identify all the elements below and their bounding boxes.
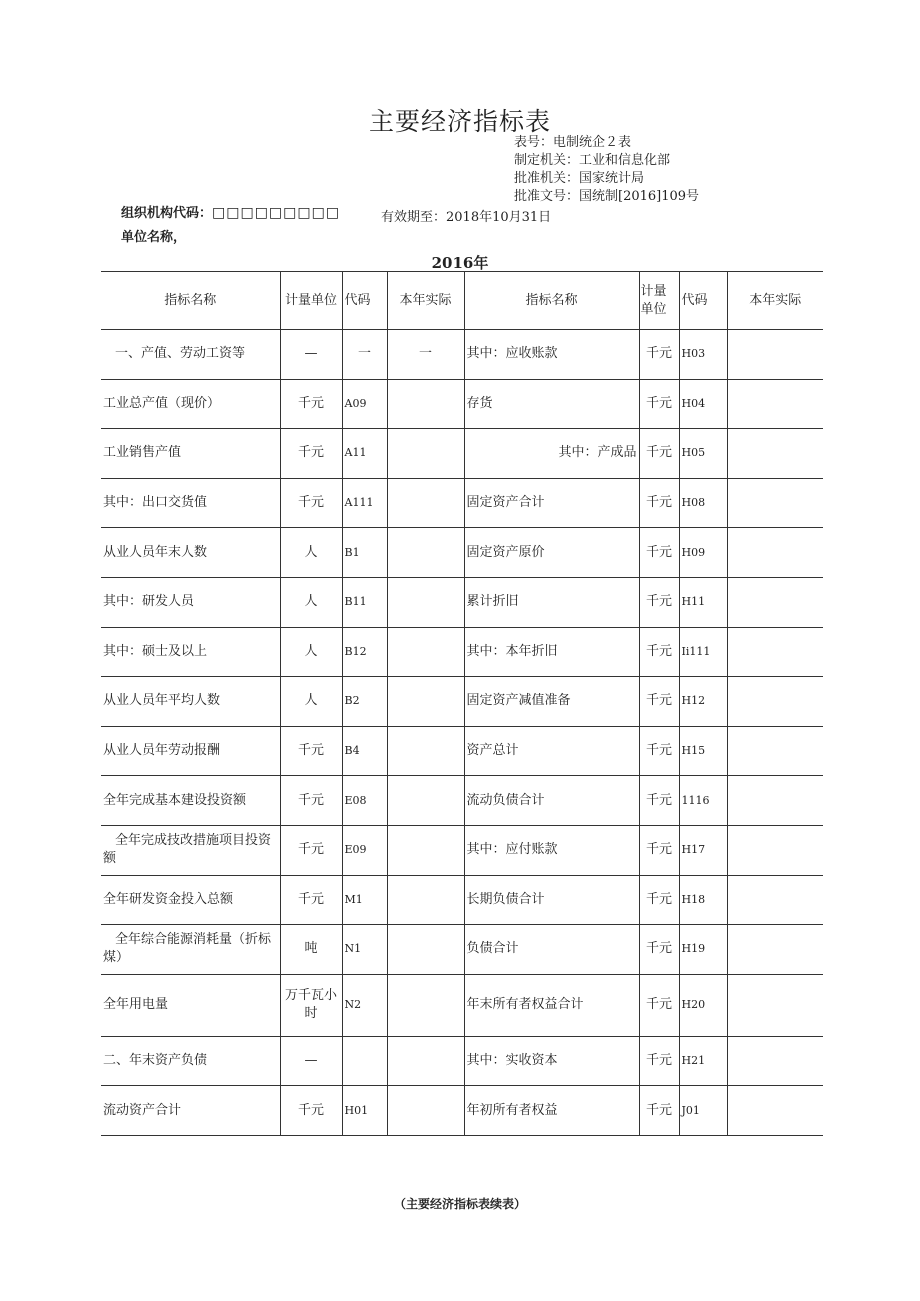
right-code: H05 bbox=[679, 429, 727, 479]
left-indicator-name: 二、年末资产负债 bbox=[101, 1036, 280, 1086]
left-code bbox=[342, 1036, 387, 1086]
right-indicator-name: 其中：本年折旧 bbox=[464, 627, 639, 677]
left-unit: 千元 bbox=[280, 875, 342, 925]
table-row bbox=[101, 1086, 823, 1136]
right-unit: 千元 bbox=[639, 875, 679, 925]
left-unit: 千元 bbox=[280, 825, 342, 875]
right-indicator-name: 其中：产成品 bbox=[464, 429, 639, 479]
right-code: H15 bbox=[679, 726, 727, 776]
right-code: H21 bbox=[679, 1036, 727, 1086]
right-unit: 千元 bbox=[639, 726, 679, 776]
left-indicator-name: 从业人员年平均人数 bbox=[101, 677, 280, 727]
right-unit: 千元 bbox=[639, 627, 679, 677]
table-row bbox=[101, 528, 823, 578]
header-unit: 计量单位 bbox=[280, 272, 342, 330]
left-indicator-name: 全年完成基本建设投资额 bbox=[101, 776, 280, 826]
left-indicator-name: 其中：硕士及以上 bbox=[101, 627, 280, 677]
right-indicator-name: 长期负债合计 bbox=[464, 875, 639, 925]
right-unit: 千元 bbox=[639, 528, 679, 578]
right-unit: 千元 bbox=[639, 677, 679, 727]
right-unit: 千元 bbox=[639, 577, 679, 627]
table-row bbox=[101, 825, 823, 875]
left-actual-value[interactable] bbox=[387, 677, 464, 727]
right-indicator-name: 固定资产减值准备 bbox=[464, 677, 639, 727]
left-actual-value[interactable]: 一 bbox=[387, 330, 464, 380]
right-code: Ii111 bbox=[679, 627, 727, 677]
right-unit: 千元 bbox=[639, 925, 679, 975]
right-indicator-name: 资产总计 bbox=[464, 726, 639, 776]
right-indicator-name: 年末所有者权益合计 bbox=[464, 974, 639, 1036]
form-meta bbox=[514, 134, 699, 206]
left-code: B1 bbox=[342, 528, 387, 578]
table-row bbox=[101, 925, 823, 975]
right-actual-value[interactable] bbox=[727, 875, 823, 925]
left-actual-value[interactable] bbox=[387, 776, 464, 826]
left-actual-value[interactable] bbox=[387, 528, 464, 578]
right-indicator-name: 其中：应收账款 bbox=[464, 330, 639, 380]
left-code: N2 bbox=[342, 974, 387, 1036]
table-row bbox=[101, 776, 823, 826]
right-actual-value[interactable] bbox=[727, 627, 823, 677]
valid-until: 有效期至：2018年10月31日 bbox=[381, 210, 552, 225]
right-indicator-name: 固定资产合计 bbox=[464, 478, 639, 528]
right-unit: 千元 bbox=[639, 379, 679, 429]
right-unit: 千元 bbox=[639, 825, 679, 875]
right-actual-value[interactable] bbox=[727, 974, 823, 1036]
left-unit: — bbox=[280, 1036, 342, 1086]
left-unit: 千元 bbox=[280, 1086, 342, 1136]
left-indicator-name: 全年综合能源消耗量（折标煤） bbox=[101, 925, 280, 975]
right-indicator-name: 年初所有者权益 bbox=[464, 1086, 639, 1136]
right-actual-value[interactable] bbox=[727, 776, 823, 826]
left-actual-value[interactable] bbox=[387, 627, 464, 677]
right-code: H12 bbox=[679, 677, 727, 727]
indicator-table bbox=[101, 271, 823, 1136]
header-indicator-name-2: 指标名称 bbox=[464, 272, 639, 330]
table-header-row bbox=[101, 272, 823, 330]
right-actual-value[interactable] bbox=[727, 330, 823, 380]
right-code: 1116 bbox=[679, 776, 727, 826]
form-number: 表号：电制统企２表 bbox=[514, 135, 632, 150]
right-code: H11 bbox=[679, 577, 727, 627]
left-unit: 千元 bbox=[280, 726, 342, 776]
right-indicator-name: 存货 bbox=[464, 379, 639, 429]
left-actual-value[interactable] bbox=[387, 726, 464, 776]
left-indicator-name: 其中：研发人员 bbox=[101, 577, 280, 627]
right-unit: 千元 bbox=[639, 776, 679, 826]
right-unit: 千元 bbox=[639, 429, 679, 479]
right-unit: 千元 bbox=[639, 1036, 679, 1086]
approving-agency: 批准机关：国家统计局 bbox=[514, 171, 645, 186]
right-actual-value[interactable] bbox=[727, 1086, 823, 1136]
continuation-note: （主要经济指标表续表） bbox=[393, 1197, 526, 1211]
header-actual: 本年实际 bbox=[387, 272, 464, 330]
left-indicator-name: 全年用电量 bbox=[101, 974, 280, 1036]
right-code: H09 bbox=[679, 528, 727, 578]
left-code: A11 bbox=[342, 429, 387, 479]
right-code: H08 bbox=[679, 478, 727, 528]
left-code: B4 bbox=[342, 726, 387, 776]
table-row bbox=[101, 726, 823, 776]
unit-name-label: 单位名称， bbox=[121, 230, 187, 245]
left-code: E09 bbox=[342, 825, 387, 875]
table-row bbox=[101, 875, 823, 925]
right-indicator-name: 流动负债合计 bbox=[464, 776, 639, 826]
right-unit: 千元 bbox=[639, 1086, 679, 1136]
left-unit: 千元 bbox=[280, 429, 342, 479]
right-indicator-name: 固定资产原价 bbox=[464, 528, 639, 578]
right-actual-value[interactable] bbox=[727, 1036, 823, 1086]
left-indicator-name: 工业总产值（现价） bbox=[101, 379, 280, 429]
left-unit: 万千瓦小时 bbox=[280, 974, 342, 1036]
table-row bbox=[101, 627, 823, 677]
right-actual-value[interactable] bbox=[727, 825, 823, 875]
left-indicator-name: 流动资产合计 bbox=[101, 1086, 280, 1136]
right-code: H20 bbox=[679, 974, 727, 1036]
left-actual-value[interactable] bbox=[387, 974, 464, 1036]
left-unit: 人 bbox=[280, 627, 342, 677]
left-actual-value[interactable] bbox=[387, 379, 464, 429]
right-unit: 千元 bbox=[639, 330, 679, 380]
right-code: H03 bbox=[679, 330, 727, 380]
left-code: M1 bbox=[342, 875, 387, 925]
right-actual-value[interactable] bbox=[727, 478, 823, 528]
left-code: B2 bbox=[342, 677, 387, 727]
left-indicator-name: 全年研发资金投入总额 bbox=[101, 875, 280, 925]
left-indicator-name: 从业人员年末人数 bbox=[101, 528, 280, 578]
left-unit: 人 bbox=[280, 528, 342, 578]
left-actual-value[interactable] bbox=[387, 1086, 464, 1136]
right-code: J01 bbox=[679, 1086, 727, 1136]
right-actual-value[interactable] bbox=[727, 429, 823, 479]
issuing-agency: 制定机关：工业和信息化部 bbox=[514, 153, 671, 168]
org-code-label: 组织机构代码： bbox=[121, 206, 213, 221]
left-indicator-name: 一、产值、劳动工资等 bbox=[101, 330, 280, 380]
left-unit: 千元 bbox=[280, 379, 342, 429]
left-unit: — bbox=[280, 330, 342, 380]
left-actual-value[interactable] bbox=[387, 925, 464, 975]
table-row bbox=[101, 478, 823, 528]
right-unit: 千元 bbox=[639, 974, 679, 1036]
table-row bbox=[101, 677, 823, 727]
left-actual-value[interactable] bbox=[387, 1036, 464, 1086]
left-unit: 千元 bbox=[280, 478, 342, 528]
header-code-2: 代码 bbox=[679, 272, 727, 330]
table-row bbox=[101, 429, 823, 479]
right-actual-value[interactable] bbox=[727, 925, 823, 975]
left-code: B12 bbox=[342, 627, 387, 677]
left-indicator-name: 全年完成技改措施项目投资额 bbox=[101, 825, 280, 875]
left-code: E08 bbox=[342, 776, 387, 826]
left-actual-value[interactable] bbox=[387, 875, 464, 925]
left-code: H01 bbox=[342, 1086, 387, 1136]
right-unit: 千元 bbox=[639, 478, 679, 528]
right-actual-value[interactable] bbox=[727, 577, 823, 627]
left-unit: 人 bbox=[280, 677, 342, 727]
right-indicator-name: 其中：实收资本 bbox=[464, 1036, 639, 1086]
right-actual-value[interactable] bbox=[727, 528, 823, 578]
left-actual-value[interactable] bbox=[387, 825, 464, 875]
left-code: A111 bbox=[342, 478, 387, 528]
report-year: 2016年 bbox=[431, 254, 489, 272]
right-indicator-name: 负债合计 bbox=[464, 925, 639, 975]
right-actual-value[interactable] bbox=[727, 677, 823, 727]
right-code: H18 bbox=[679, 875, 727, 925]
header-code: 代码 bbox=[342, 272, 387, 330]
table-row bbox=[101, 379, 823, 429]
table-row bbox=[101, 330, 823, 380]
left-code: B11 bbox=[342, 577, 387, 627]
header-actual-2: 本年实际 bbox=[727, 272, 823, 330]
right-indicator-name: 累计折旧 bbox=[464, 577, 639, 627]
approval-document: 批准文号：国统制[2016]109号 bbox=[514, 189, 700, 204]
left-code: 一 bbox=[342, 330, 387, 380]
right-actual-value[interactable] bbox=[727, 726, 823, 776]
left-actual-value[interactable] bbox=[387, 577, 464, 627]
left-actual-value[interactable] bbox=[387, 429, 464, 479]
table-row bbox=[101, 577, 823, 627]
left-indicator-name: 其中：出口交货值 bbox=[101, 478, 280, 528]
right-code: H04 bbox=[679, 379, 727, 429]
right-code: H17 bbox=[679, 825, 727, 875]
left-indicator-name: 从业人员年劳动报酬 bbox=[101, 726, 280, 776]
page-title: 主要经济指标表 bbox=[368, 107, 551, 136]
org-code-field bbox=[121, 202, 340, 221]
header-indicator-name: 指标名称 bbox=[101, 272, 280, 330]
left-unit: 吨 bbox=[280, 925, 342, 975]
table-row bbox=[101, 974, 823, 1036]
right-code: H19 bbox=[679, 925, 727, 975]
right-indicator-name: 其中：应付账款 bbox=[464, 825, 639, 875]
left-indicator-name: 工业销售产值 bbox=[101, 429, 280, 479]
org-code-boxes[interactable]: □□□□□□□□□ bbox=[212, 205, 341, 221]
right-actual-value[interactable] bbox=[727, 379, 823, 429]
header-unit-2: 计量单位 bbox=[639, 272, 679, 330]
left-unit: 千元 bbox=[280, 776, 342, 826]
left-actual-value[interactable] bbox=[387, 478, 464, 528]
left-unit: 人 bbox=[280, 577, 342, 627]
left-code: N1 bbox=[342, 925, 387, 975]
left-code: A09 bbox=[342, 379, 387, 429]
table-row bbox=[101, 1036, 823, 1086]
